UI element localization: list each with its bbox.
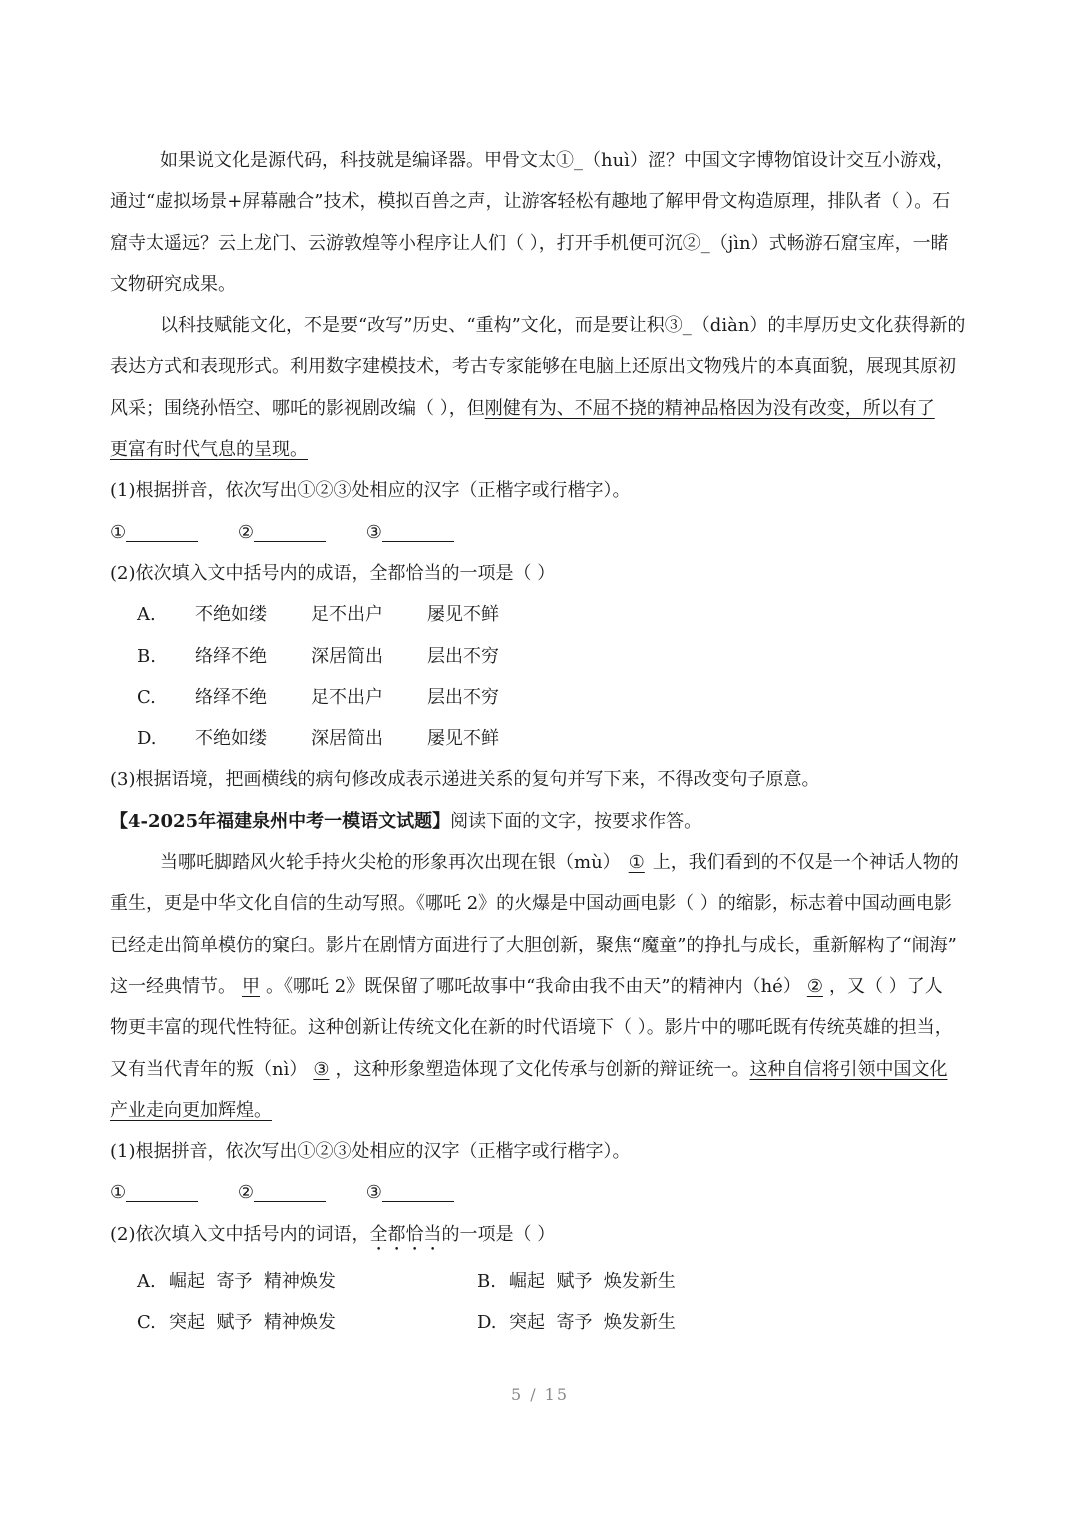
emphasized-text: 全都恰当 [369, 1223, 442, 1245]
passage1-line: 文物研究成果。 [110, 273, 236, 295]
section-heading [110, 801, 970, 842]
option-label: C. [137, 686, 156, 708]
underlined-sentence: 更富有时代气息的呈现。 [110, 439, 308, 461]
option-text: 突起 赋予 精神焕发 [169, 1312, 336, 1334]
passage2-line [110, 429, 970, 470]
answer-blank-3[interactable] [382, 1181, 454, 1202]
option-word: 足不出户 [311, 604, 383, 626]
section-instruction: 阅读下面的文字，按要求作答。 [450, 810, 703, 832]
blank-2: ② [806, 975, 823, 997]
option-c[interactable] [110, 677, 970, 718]
passage1-line: 通过“虚拟场景+屏幕融合”技术，模拟百兽之声，让游客轻松有趣地了解甲骨文构造原理，排队者（ ）。石 [110, 191, 951, 213]
passage2-line: 表达方式和表现形式。利用数字建模技术，考古专家能够在电脑上还原出文物残片的本真面貌，展现其原初 [110, 356, 956, 378]
option-word: 屡见不鲜 [427, 604, 499, 626]
plain-text: 风采；围绕孙悟空、哪吒的影视剧改编（ ），但 [110, 397, 485, 419]
option-word: 不绝如缕 [195, 728, 267, 750]
blank-label: ② [237, 521, 255, 543]
passage1-line: 如果说文化是源代码，科技就是编译器。甲骨文太①_（huì）涩？中国文字博物馆设计交互小游戏， [160, 150, 954, 171]
text: 上，我们看到的不仅是一个神话人物的 [652, 852, 959, 874]
option-word: 络绎不绝 [195, 645, 267, 667]
option-label: C. [137, 1312, 156, 1334]
blank-jia: 甲 [242, 975, 260, 997]
section-title: 【4-2025年福建泉州中考一模语文试题】 [110, 810, 451, 832]
passage3-line [110, 842, 970, 883]
document-page [110, 140, 970, 1344]
passage2-line [110, 388, 970, 429]
option-b[interactable] [477, 1261, 817, 1302]
answer-blanks [110, 1172, 970, 1213]
option-label: D. [137, 728, 157, 750]
option-d[interactable] [477, 1302, 817, 1343]
underlined-sentence: 刚健有为、不屈不挠的精神品格因为没有改变，所以有了 [484, 397, 935, 419]
underlined-sentence: 这种自信将引领中国文化 [749, 1058, 948, 1080]
option-word: 深居简出 [311, 645, 383, 667]
option-label: D. [477, 1312, 497, 1334]
passage3-line: 重生，更是中华文化自信的生动写照。《哪吒 2》的火爆是中国动画电影（ ）的缩影，标志着中国动画电影 [110, 893, 952, 915]
passage2-line: 以科技赋能文化，不是要“改写”历史、“重构”文化，而是要让积③_（diàn）的丰厚历史文化获得新的 [160, 315, 966, 337]
question-3: (3)根据语境，把画横线的病句修改成表示递进关系的复句并写下来，不得改变句子原意。 [110, 769, 820, 791]
text: 又有当代青年的叛（nì） [110, 1058, 308, 1080]
blank-label: ② [237, 1182, 255, 1204]
page-number: 5 / 15 [510, 1385, 570, 1404]
answer-blank-1[interactable] [126, 521, 198, 542]
underlined-sentence: 产业走向更加辉煌。 [110, 1099, 272, 1121]
text: ，这种形象塑造体现了文化传承与创新的辩证统一。 [335, 1058, 750, 1080]
question-2 [110, 1214, 970, 1255]
blank-label: ③ [365, 1182, 382, 1204]
blank-label: ③ [365, 521, 382, 543]
option-word: 足不出户 [311, 686, 383, 708]
blank-3: ③ [313, 1058, 330, 1080]
answer-blank-1[interactable] [126, 1181, 198, 1202]
option-word: 络绎不绝 [195, 686, 267, 708]
option-a[interactable] [137, 1261, 477, 1302]
option-d[interactable] [110, 718, 970, 759]
blank-1: ① [628, 852, 645, 874]
passage1-line: 窟寺太遥远？云上龙门、云游敦煌等小程序让人们（ ），打开手机便可沉②_（jìn）式畅游石窟宝库，一睹 [110, 232, 949, 254]
question-1: (1)根据拼音，依次写出①②③处相应的汉字（正楷字或行楷字）。 [110, 1141, 631, 1163]
blank-label: ① [110, 521, 127, 543]
options-row [110, 1302, 970, 1343]
question-1: (1)根据拼音，依次写出①②③处相应的汉字（正楷字或行楷字）。 [110, 480, 631, 502]
option-word: 不绝如缕 [195, 604, 267, 626]
option-b[interactable] [110, 636, 970, 677]
option-label: B. [477, 1271, 496, 1293]
passage3-line: 物更丰富的现代性特征。这种创新让传统文化在新的时代语境下（ ）。影片中的哪吒既有传统英雄的担当， [110, 1017, 953, 1039]
answer-blank-2[interactable] [254, 1181, 326, 1202]
answer-blank-3[interactable] [382, 521, 454, 542]
answer-blank-2[interactable] [254, 521, 326, 542]
option-word: 深居简出 [311, 728, 383, 750]
option-text: 崛起 赋予 焕发新生 [509, 1271, 676, 1293]
text: 。《哪吒 2》既保留了哪吒故事中“我命由我不由天”的精神内（hé） [266, 975, 801, 997]
text: (2)依次填入文中括号内的词语， [110, 1223, 370, 1245]
text: 这一经典情节。 [110, 975, 236, 997]
text: 当哪吒脚踏风火轮手持火尖枪的形象再次出现在银（mù） [160, 852, 621, 874]
answer-blanks [110, 512, 970, 553]
options-row [110, 1261, 970, 1302]
option-label: A. [137, 604, 156, 626]
option-word: 层出不穷 [427, 686, 499, 708]
option-label: B. [137, 645, 156, 667]
passage3-line [110, 1049, 970, 1090]
option-label: A. [137, 1271, 156, 1293]
blank-label: ① [110, 1182, 127, 1204]
option-a[interactable] [110, 594, 970, 635]
text: 的一项是（ ） [441, 1223, 556, 1245]
option-c[interactable] [137, 1302, 477, 1343]
passage3-line: 已经走出简单模仿的窠臼。影片在剧情方面进行了大胆创新，聚焦“魔童”的挣扎与成长，重新解构了“闹海” [110, 934, 957, 956]
option-text: 突起 寄予 焕发新生 [509, 1312, 676, 1334]
passage3-line [110, 966, 970, 1007]
option-word: 屡见不鲜 [427, 728, 499, 750]
passage3-line [110, 1090, 970, 1131]
option-word: 层出不穷 [427, 645, 499, 667]
question-2: (2)依次填入文中括号内的成语，全都恰当的一项是（ ） [110, 562, 556, 584]
text: ，又（ ）了人 [828, 975, 943, 997]
option-text: 崛起 寄予 精神焕发 [169, 1271, 336, 1293]
